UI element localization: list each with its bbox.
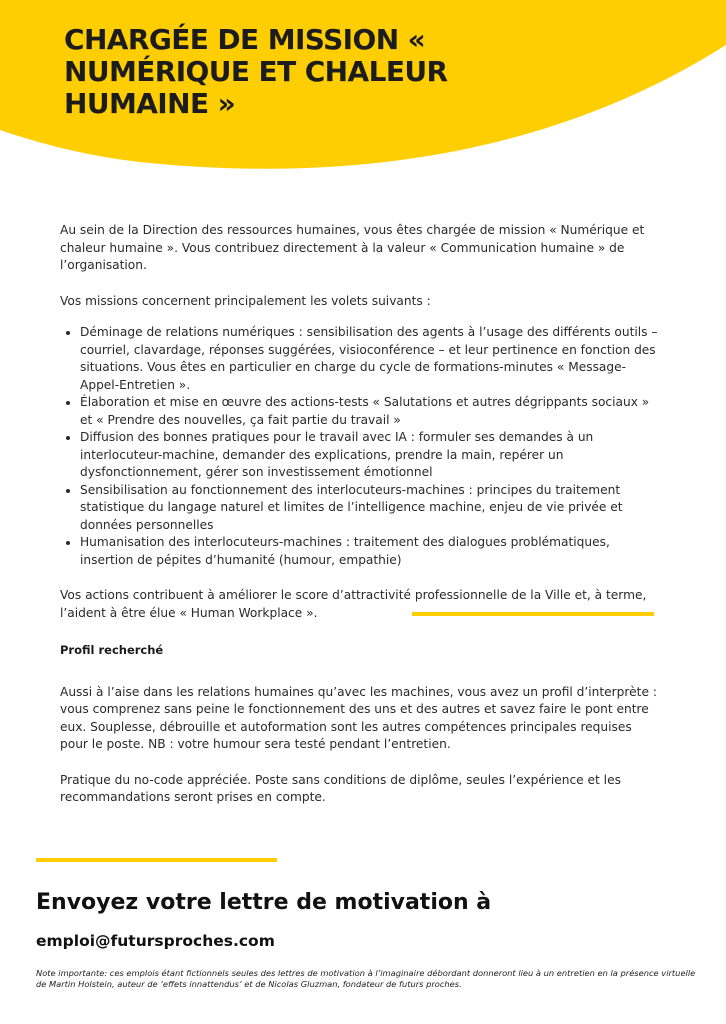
list-item: • Humanisation des interlocuteurs-machines : traitement des dialogues problématiques, insertion de pépites d’humanité (humour, empathie): [80, 534, 660, 569]
title-line: HUMAINE »: [64, 87, 236, 120]
intro-paragraph: Au sein de la Direction des ressources humaines, vous êtes chargée de mission « Numérique et chaleur humaine ». Vous contribuez directement à la valeur « Communication humaine » de l’organisation.: [60, 223, 645, 272]
outcome-paragraph: Vos actions contribuent à améliorer le score d’attractivité professionnelle de la Ville et, à terme, l’aident à être élue « Human Workplace ».: [60, 588, 647, 620]
list-item: • Élaboration et mise en œuvre des actions-tests « Salutations et autres dégrippants sociaux » et « Prendre des nouvelles, ça fait partie du travail »: [80, 394, 660, 429]
profile-heading: Profil recherché: [60, 643, 164, 657]
title-line: NUMÉRIQUE ET CHALEUR: [64, 55, 448, 88]
divider: [36, 858, 277, 862]
page-title: [64, 24, 624, 120]
job-description: [60, 222, 660, 622]
list-item: • Sensibilisation au fonctionnement des interlocuteurs-machines : principes du traitement statistique du langage naturel et limites de l’intelligence machine, enjeu de vie privée et données personnelles: [80, 482, 660, 535]
list-item: • Diffusion des bonnes pratiques pour le travail avec IA : formuler ses demandes à un interlocuteur-machine, demander des explications, prendre la main, repérer un dysfonctionnement, gérer son investissement émotionnel: [80, 429, 660, 482]
profile-paragraph: Aussi à l’aise dans les relations humaines qu’avec les machines, vous avez un profil d’interprète : vous comprenez sans peine le fonctionnement des uns et des autres et savez faire le pont entre eux. Souplesse, débrouille et autoformation sont les autres compétences principales requises pour le poste. NB : votre humour sera testé pendant l’entretien.: [60, 684, 657, 751]
missions-intro: Vos missions concernent principalement les volets suivants :: [60, 293, 431, 308]
missions-list: [60, 324, 660, 569]
call-to-action: Envoyez votre lettre de motivation à: [36, 890, 492, 915]
divider: [412, 612, 654, 616]
profile-section: [60, 642, 660, 807]
list-item: • Déminage de relations numériques : sensibilisation des agents à l’usage des différents outils – courriel, clavardage, réponses suggérées, visioconférence – et leur pertinence en fonction des situations. Vous êtes en particulier en charge du cycle de formations-minutes « Message-Appel-Entretien ».: [80, 324, 660, 394]
email-link[interactable]: emploi@futursproches.com: [36, 932, 275, 950]
title-line: CHARGÉE DE MISSION «: [64, 23, 426, 56]
footnote: Note importante: ces emplois étant fictionnels seules des lettres de motivation à l’imaginaire débordant donneront lieu à un entretien en la présence virtuelle de Martin Holstein, auteur de ‘effets innattendus’ et de Nicolas Gluzman, fondateur de futurs proches.: [36, 968, 696, 989]
profile-paragraph: Pratique du no-code appréciée. Poste sans conditions de diplôme, seules l’expérience et les recommandations seront prises en compte.: [60, 772, 621, 804]
